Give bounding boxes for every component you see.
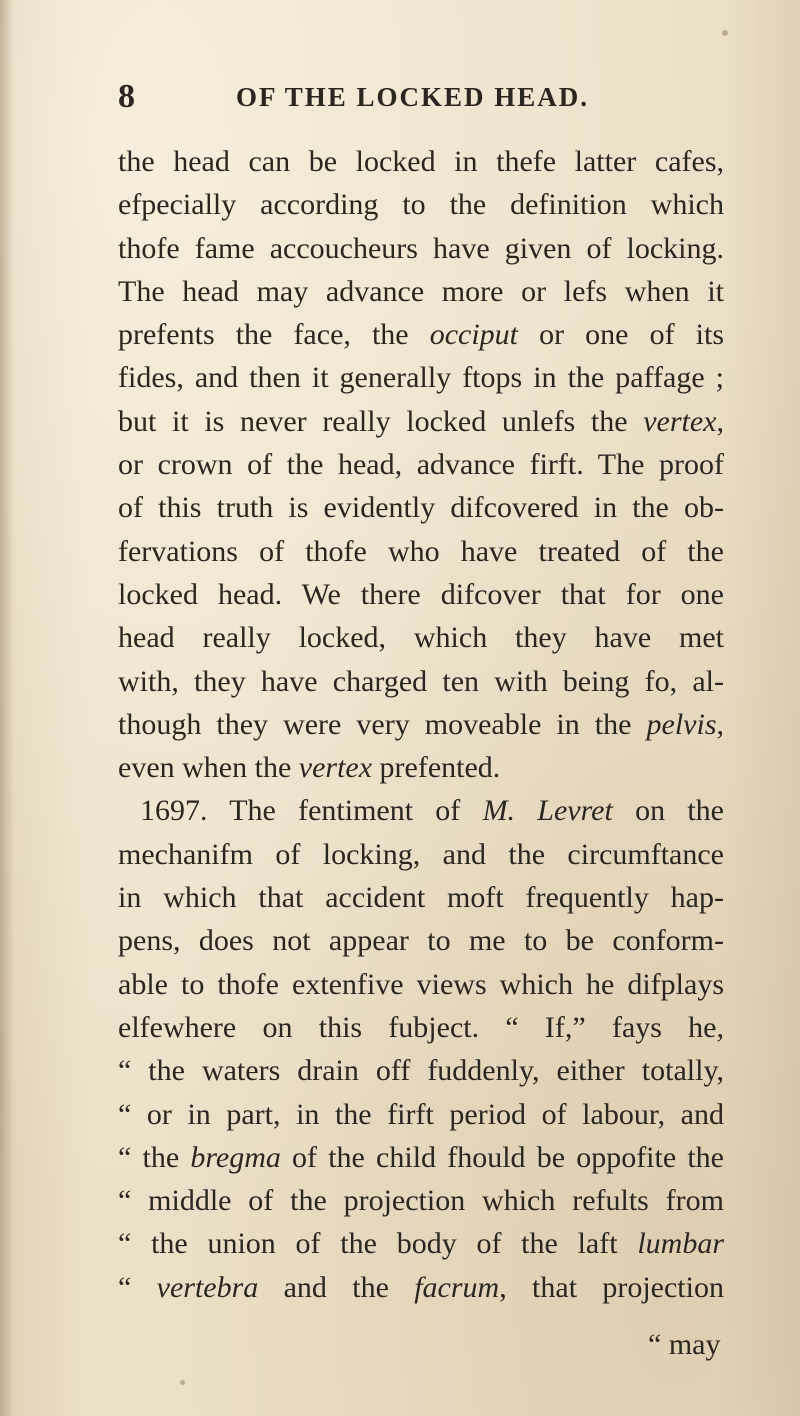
quoted-line: “ or in part, in the firft period of labour, and	[118, 1097, 724, 1131]
quoted-line: “ middle of the projection which refults from	[118, 1184, 724, 1218]
text-line: but it is never really locked unlefs the vertex,	[118, 404, 724, 438]
text-line: thofe fame accoucheurs have given of locking.	[118, 231, 724, 265]
text-line: elfewhere on this fubject. “ If,” fays he,	[118, 1010, 724, 1044]
body-text	[118, 140, 724, 1309]
catchword: “ may	[648, 1328, 721, 1361]
text-line: of this truth is evidently difcovered in the ob-	[118, 491, 724, 525]
text-line: with, they have charged ten with being fo, al-	[118, 664, 724, 698]
text-line: though they were very moveable in the pelvis,	[118, 707, 724, 741]
quoted-line: “ vertebra and the facrum, that projection	[118, 1270, 724, 1304]
page-edge-shadow	[0, 0, 14, 1416]
quoted-line: “ the bregma of the child fhould be oppofite the	[118, 1140, 724, 1174]
running-head	[118, 78, 738, 126]
text-line: even when the vertex prefented.	[118, 751, 501, 785]
text-line: in which that accident moft frequently hap-	[118, 881, 724, 915]
text-line: prefents the face, the occiput or one of its	[118, 318, 724, 352]
text-line: mechanifm of locking, and the circumftance	[118, 837, 724, 871]
page-number: 8	[118, 78, 135, 115]
text-line: The head may advance more or lefs when it	[118, 274, 724, 308]
paper-speck	[722, 30, 728, 36]
text-line: head really locked, which they have met	[118, 621, 724, 655]
text-line: able to thofe extenfive views which he difplays	[118, 967, 724, 1001]
quoted-line: “ the waters drain off fuddenly, either totally,	[118, 1054, 724, 1088]
text-line: pens, does not appear to me to be conform-	[118, 924, 724, 958]
paragraph-start-line: 1697. The fentiment of M. Levret on the	[140, 794, 724, 828]
text-line: locked head. We there difcover that for one	[118, 577, 724, 611]
text-line: or crown of the head, advance firft. The proof	[118, 448, 724, 482]
text-line: fervations of thofe who have treated of the	[118, 534, 724, 568]
quoted-line: “ the union of the body of the laft lumbar	[118, 1227, 724, 1261]
paper-speck	[180, 1380, 185, 1385]
text-line: the head can be locked in thefe latter cafes,	[118, 145, 724, 178]
running-head-title: OF THE LOCKED HEAD.	[236, 82, 590, 112]
text-line: fides, and then it generally ftops in the paffage ;	[118, 361, 724, 395]
text-line: efpecially according to the definition which	[118, 188, 724, 222]
